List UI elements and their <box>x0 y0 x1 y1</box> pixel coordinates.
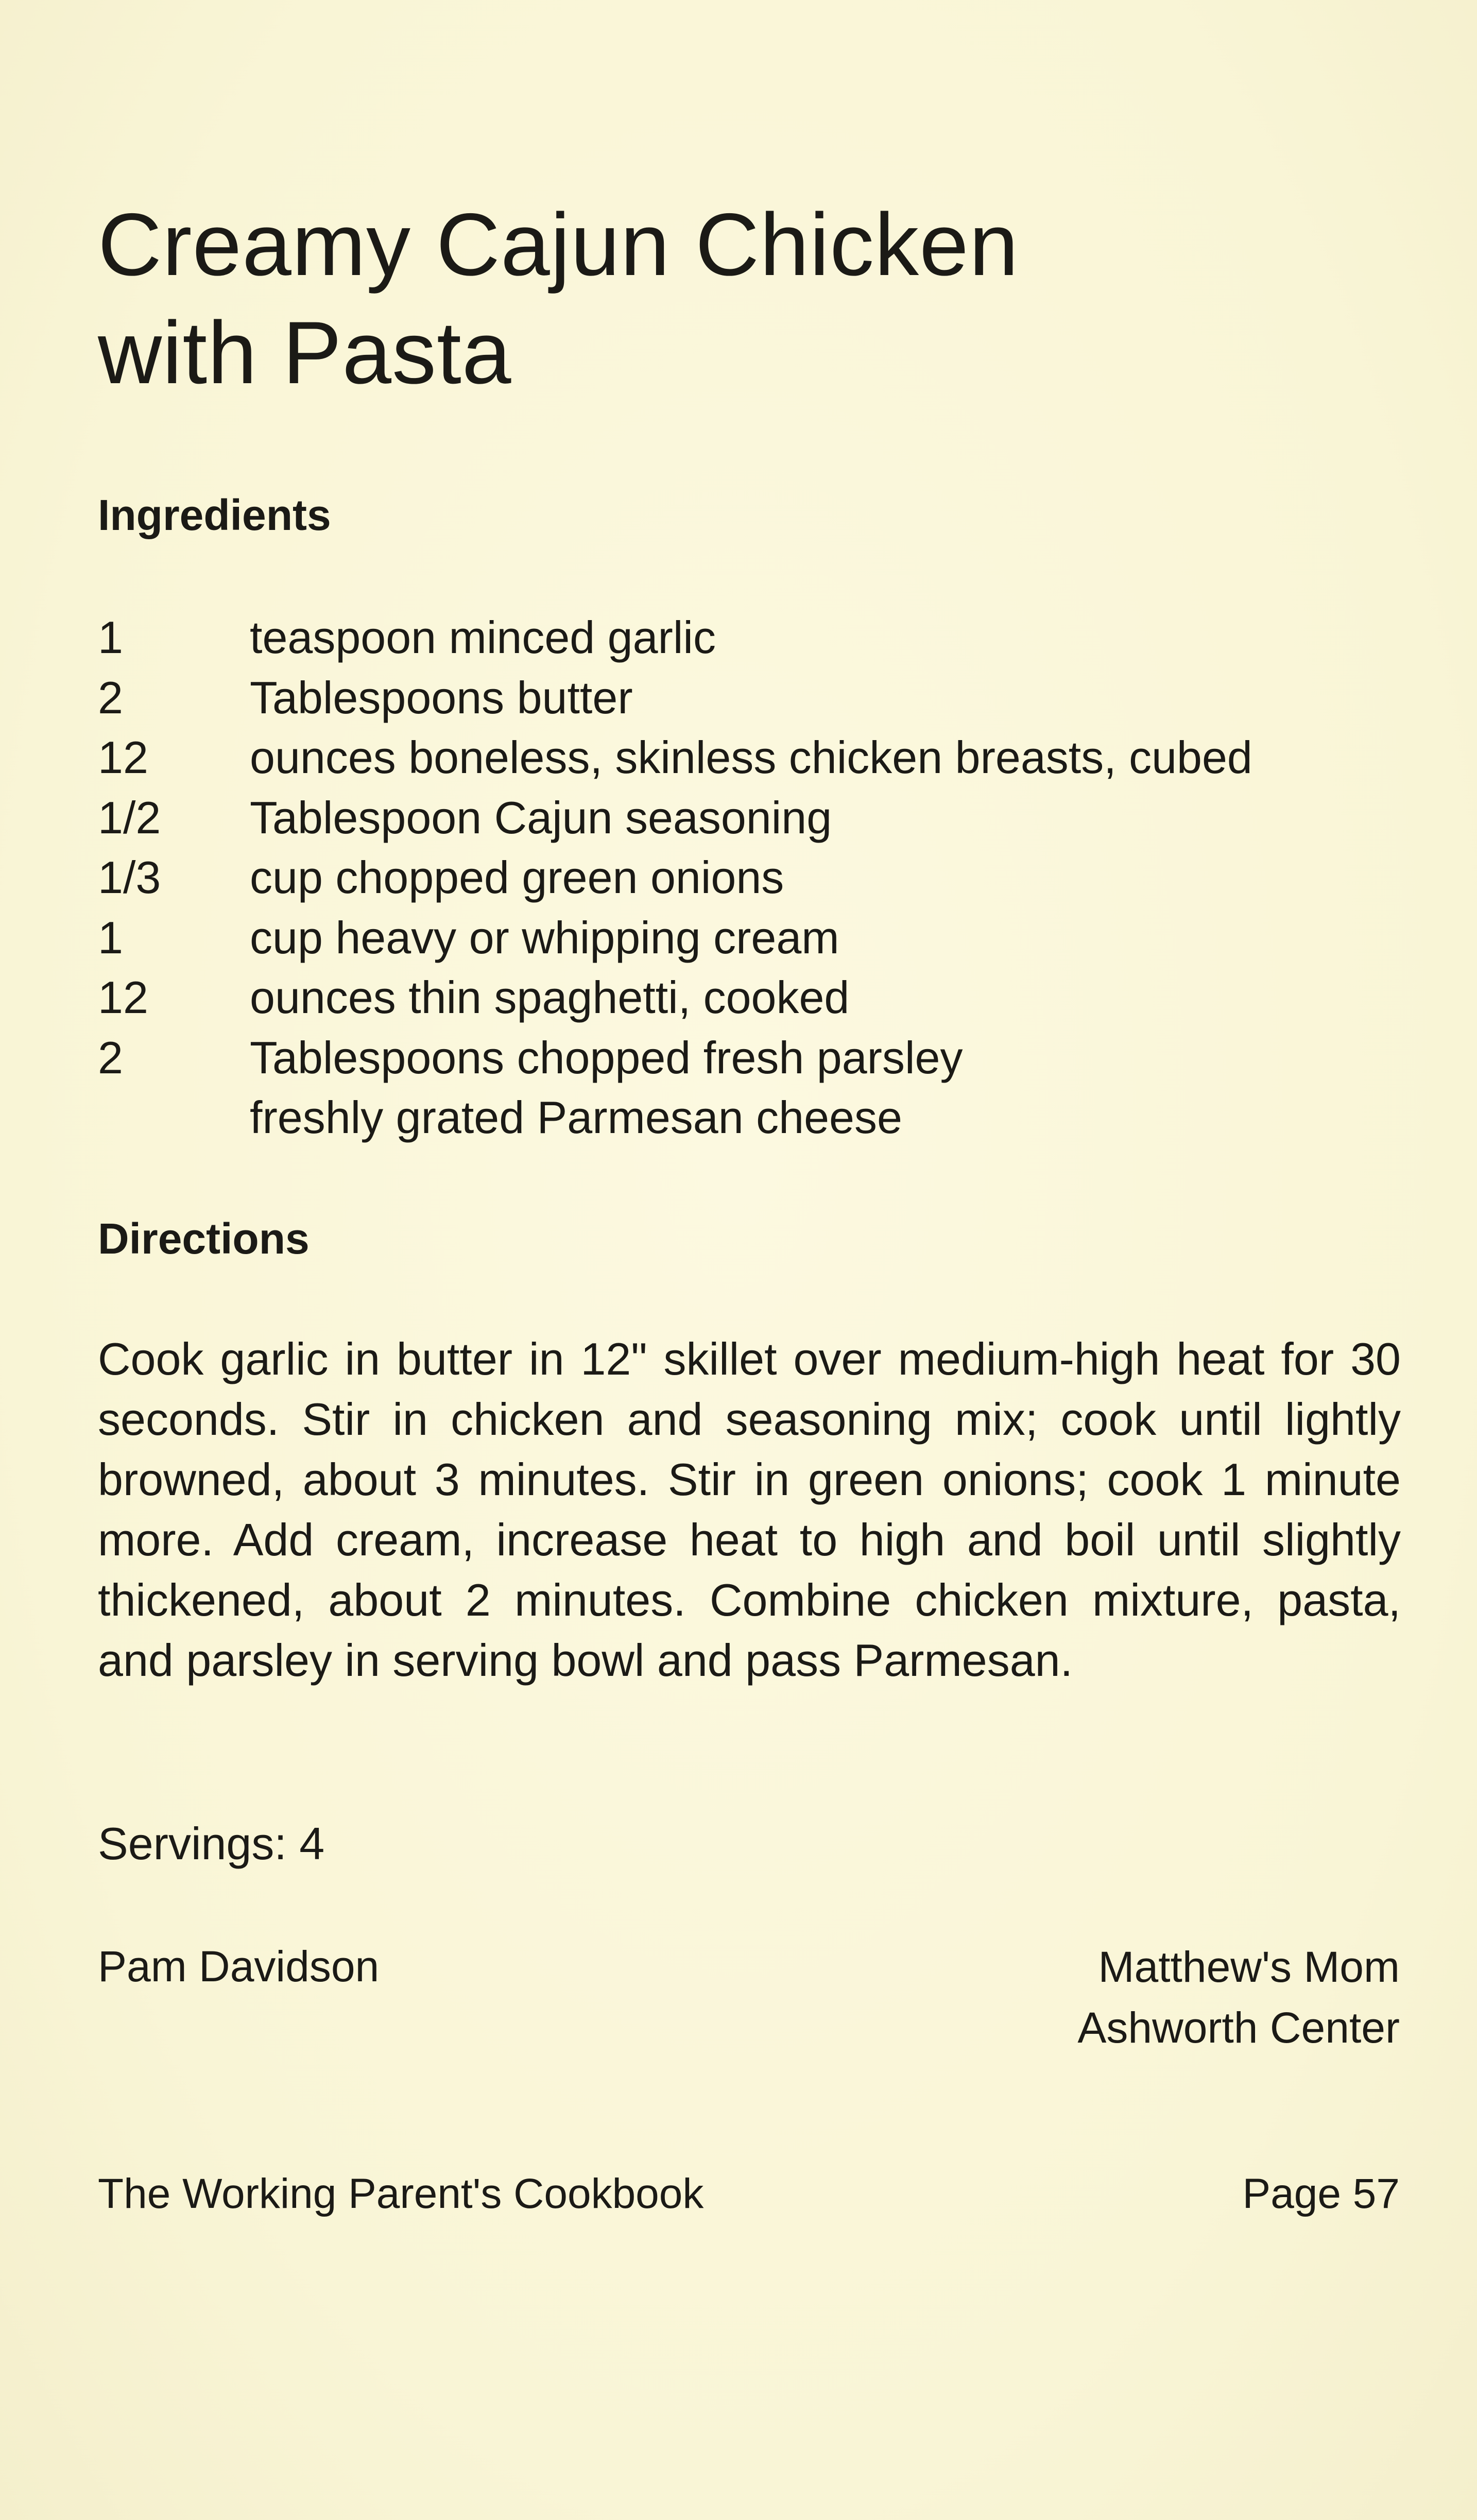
ingredient-row <box>98 608 1416 668</box>
ingredient-description: cup chopped green onions <box>250 852 784 903</box>
directions-text: Cook garlic in butter in 12" skillet over medium-high heat for 30 seconds. Stir in chicken and seasoning mix; cook until lightly browned, about 3 minutes. Stir in green onions; cook 1 minute more. Add cream, increase heat to high and boil until slightly thickened, about 2 minutes. Combine chicken mixture, pasta, and parsley in serving bowl and pass Parmesan. <box>98 1333 1401 1686</box>
ingredient-row <box>98 1028 1416 1088</box>
ingredient-description: Tablespoons butter <box>250 672 633 723</box>
ingredient-quantity: 12 <box>98 972 148 1023</box>
ingredient-description: ounces thin spaghetti, cooked <box>250 972 850 1023</box>
directions-heading: Directions <box>98 1214 310 1263</box>
ingredient-quantity: 1/2 <box>98 792 161 843</box>
ingredient-description: Tablespoons chopped fresh parsley <box>250 1032 963 1083</box>
ingredient-row <box>98 1088 1416 1148</box>
footer-book-title: The Working Parent's Cookbook <box>98 2170 704 2217</box>
ingredient-row <box>98 668 1416 728</box>
ingredient-row <box>98 968 1416 1028</box>
ingredient-quantity: 1 <box>98 612 123 663</box>
ingredient-row <box>98 728 1416 788</box>
ingredient-description: ounces boneless, skinless chicken breasts, cubed <box>250 732 1252 783</box>
ingredient-row <box>98 848 1416 908</box>
ingredient-row <box>98 908 1416 968</box>
contributor-name: Pam Davidson <box>98 1942 380 1991</box>
ingredient-row <box>98 788 1416 848</box>
ingredients-heading: Ingredients <box>98 491 331 539</box>
affiliation-line-2: Ashworth Center <box>1077 2003 1400 2052</box>
contributor-affiliation <box>1077 1936 1400 2058</box>
ingredient-quantity: 2 <box>98 1032 123 1083</box>
recipe-title-line-1: Creamy Cajun Chicken <box>98 195 1019 294</box>
ingredient-description: freshly grated Parmesan cheese <box>250 1092 902 1143</box>
ingredient-description: cup heavy or whipping cream <box>250 912 839 963</box>
footer-page-number: Page 57 <box>1242 2170 1400 2217</box>
ingredient-quantity <box>98 1088 250 1148</box>
ingredient-description: teaspoon minced garlic <box>250 612 716 663</box>
ingredient-quantity: 2 <box>98 672 123 723</box>
recipe-title-line-2: with Pasta <box>98 303 512 402</box>
recipe-title <box>98 191 1385 407</box>
servings-text: Servings: 4 <box>98 1818 325 1869</box>
ingredient-description: Tablespoon Cajun seasoning <box>250 792 832 843</box>
ingredient-quantity: 1/3 <box>98 852 161 903</box>
ingredients-list <box>98 608 1416 1148</box>
ingredient-quantity: 1 <box>98 912 123 963</box>
ingredient-quantity: 12 <box>98 732 148 783</box>
affiliation-line-1: Matthew's Mom <box>1098 1943 1400 1991</box>
